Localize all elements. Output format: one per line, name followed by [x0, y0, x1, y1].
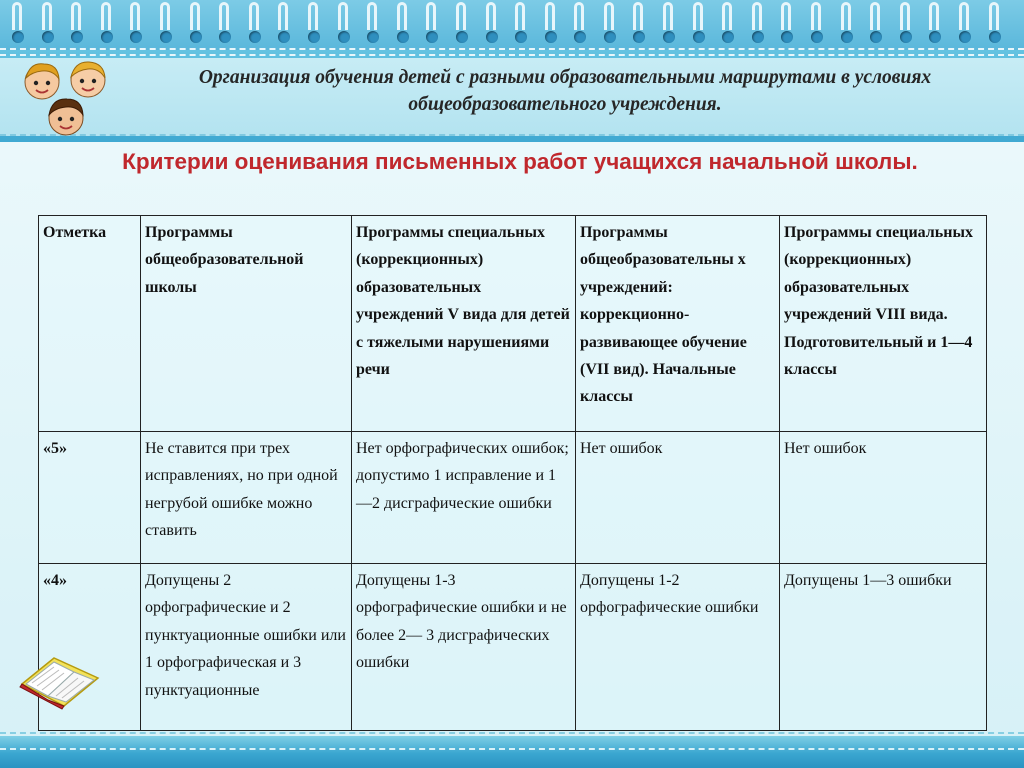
- binder-ring: [781, 2, 791, 30]
- binder-hole: [130, 31, 142, 43]
- criteria-table: [38, 215, 987, 731]
- binder-ring: [160, 2, 170, 30]
- binder-hole: [633, 31, 645, 43]
- binder-hole: [959, 31, 971, 43]
- binder-hole: [190, 31, 202, 43]
- binder-ring: [249, 2, 259, 30]
- binder-ring: [278, 2, 288, 30]
- binder-hole: [574, 31, 586, 43]
- binder-hole: [456, 31, 468, 43]
- mark-cell: «5»: [39, 432, 141, 564]
- column-header-mark: Отметка: [39, 216, 141, 432]
- binder-ring: [219, 2, 229, 30]
- table-cell: Допущены 2 орфографические и 2 пунктуационные ошибки или 1 орфографическая и 3 пунктуационные: [141, 564, 352, 731]
- binder-ring: [12, 2, 22, 30]
- table-cell: Нет ошибок: [576, 432, 780, 564]
- binder-hole: [219, 31, 231, 43]
- binder-hole: [308, 31, 320, 43]
- binder-hole: [12, 31, 24, 43]
- binder-ring: [722, 2, 732, 30]
- binder-ring: [426, 2, 436, 30]
- binder-ring: [545, 2, 555, 30]
- stitch-divider: [0, 48, 1024, 50]
- binder-hole: [693, 31, 705, 43]
- binder-ring: [71, 2, 81, 30]
- slide-title: Критерии оценивания письменных работ учащихся начальной школы.: [122, 149, 918, 174]
- binder-hole: [101, 31, 113, 43]
- binder-hole: [841, 31, 853, 43]
- binder-hole: [545, 31, 557, 43]
- binder-ring: [338, 2, 348, 30]
- binder-ring: [841, 2, 851, 30]
- binder-ring: [456, 2, 466, 30]
- binder-ring: [397, 2, 407, 30]
- table-row: [39, 564, 987, 731]
- binder-hole: [397, 31, 409, 43]
- table-row: [39, 432, 987, 564]
- binder-ring: [367, 2, 377, 30]
- table-cell: Допущены 1—3 ошибки: [780, 564, 987, 731]
- binder-rings: [12, 2, 999, 30]
- binder-ring: [604, 2, 614, 30]
- open-book-icon: [18, 644, 102, 710]
- binder-holes: [12, 31, 1001, 43]
- stitch-divider: [0, 134, 1024, 136]
- column-header-type-v: Программы специальных (коррекционных) образовательных учреждений V вида для детей с тяжелыми нарушениями речи: [352, 216, 576, 432]
- binder-hole: [338, 31, 350, 43]
- binder-ring: [486, 2, 496, 30]
- binder-ring: [693, 2, 703, 30]
- binder-ring: [752, 2, 762, 30]
- binder-hole: [722, 31, 734, 43]
- binder-hole: [870, 31, 882, 43]
- binder-hole: [486, 31, 498, 43]
- binder-ring: [574, 2, 584, 30]
- binder-ring: [900, 2, 910, 30]
- table-cell: Нет орфографических ошибок; допустимо 1 исправление и 1—2 дисграфические ошибки: [352, 432, 576, 564]
- binder-hole: [160, 31, 172, 43]
- table-header-row: [39, 216, 987, 432]
- column-header-type-viii: Программы специальных (коррекционных) образовательных учреждений VIII вида. Подготовительный и 1—4 классы: [780, 216, 987, 432]
- table-cell: Не ставится при трех исправлениях, но при одной негрубой ошибке можно ставить: [141, 432, 352, 564]
- binder-ring: [101, 2, 111, 30]
- column-header-general-school: Программы общеобразовательной школы: [141, 216, 352, 432]
- binder-hole: [367, 31, 379, 43]
- binder-ring: [130, 2, 140, 30]
- binder-hole: [42, 31, 54, 43]
- binder-ring: [42, 2, 52, 30]
- binder-ring: [959, 2, 969, 30]
- binder-hole: [811, 31, 823, 43]
- binder-hole: [515, 31, 527, 43]
- table-cell: Допущены 1-2 орфографические ошибки: [576, 564, 780, 731]
- binder-hole: [604, 31, 616, 43]
- binder-strip: [0, 0, 1024, 50]
- binder-ring: [633, 2, 643, 30]
- stitch-divider: [0, 54, 1024, 56]
- binder-hole: [278, 31, 290, 43]
- bottom-banner: [0, 736, 1024, 768]
- binder-hole: [900, 31, 912, 43]
- binder-ring: [308, 2, 318, 30]
- table-cell: Допущены 1-3 орфографические ошибки и не более 2— 3 дисграфических ошибки: [352, 564, 576, 731]
- binder-ring: [663, 2, 673, 30]
- children-faces-icon: [20, 60, 112, 140]
- stitch-divider: [0, 748, 1024, 750]
- table-cell: Нет ошибок: [780, 432, 987, 564]
- page-header-title: Организация обучения детей с разными образовательными маршрутами в условиях общеобразовательного учреждения.: [198, 67, 932, 115]
- binder-hole: [752, 31, 764, 43]
- binder-hole: [426, 31, 438, 43]
- binder-ring: [811, 2, 821, 30]
- mark-cell: «4»: [39, 564, 141, 731]
- binder-hole: [989, 31, 1001, 43]
- column-header-type-vii: Программы общеобразовательны х учреждений: коррекционно-развивающее обучение (VII вид). Начальные классы: [576, 216, 780, 432]
- binder-hole: [249, 31, 261, 43]
- binder-hole: [929, 31, 941, 43]
- binder-ring: [190, 2, 200, 30]
- binder-ring: [929, 2, 939, 30]
- stitch-divider: [0, 732, 1024, 734]
- binder-hole: [663, 31, 675, 43]
- binder-ring: [870, 2, 880, 30]
- binder-ring: [515, 2, 525, 30]
- binder-hole: [781, 31, 793, 43]
- binder-ring: [989, 2, 999, 30]
- binder-hole: [71, 31, 83, 43]
